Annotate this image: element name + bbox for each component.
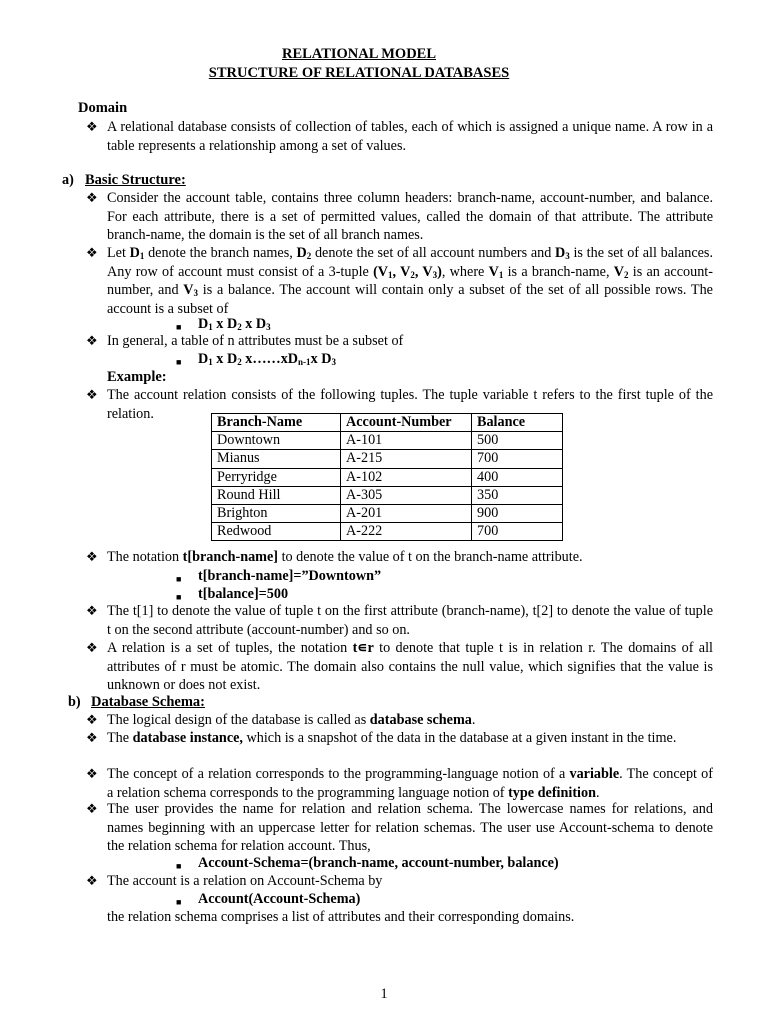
notation-example-2: t[balance]=500 [198,586,289,602]
title-relational-model: RELATIONAL MODEL [281,46,437,62]
table-row [212,505,563,523]
basic-structure-paragraph-2: Let $D_1$ denote the branch names, $D_2$ denote the set of all account numbers and $D_3$ is the set of all balances. Any row of account must consist of a 3-tuple ($V_1$, $V_2$, $V_3$), where $V_1$ is a branch-name, $V_2$ is an account-number, and $V_3$ is a balance. The account will contain only a subset of the set of all possible rows. The account is a subset of [107,245,713,317]
notation-example-1: t[branch-name]=”Downtown” [198,568,382,584]
table-cell: 900 [472,505,563,523]
diamond-bullet-icon: ❖ [86,766,98,781]
table-row [212,432,563,450]
table-cell: A-101 [341,432,472,450]
diamond-bullet-icon: ❖ [86,603,98,618]
subset-formula-2: $D_1$ x $D_2$ $x\dots\dots xD_{n-1}x$ $D_3$ [198,351,336,367]
square-bullet-icon: ■ [176,357,182,367]
table-cell: Perryridge [212,468,341,486]
table-cell: Brighton [212,505,341,523]
notation-paragraph: The notation t[branch-name] to denote the value of t on the branch-name attribute. [107,549,583,565]
square-bullet-icon: ■ [176,861,182,871]
diamond-bullet-icon: ❖ [86,119,98,134]
table-header: Balance [472,414,563,432]
table-cell: 350 [472,486,563,504]
table-cell: Redwood [212,523,341,541]
general-subset-paragraph: In general, a table of n attributes must be a subset of [107,333,404,349]
diamond-bullet-icon: ❖ [86,387,98,402]
table-row [212,486,563,504]
square-bullet-icon: ■ [176,592,182,602]
table-header: Branch-Name [212,414,341,432]
section-a-letter: a) [62,172,74,188]
account-table [211,413,563,541]
table-cell: 500 [472,432,563,450]
diamond-bullet-icon: ❖ [86,549,98,564]
table-cell: Mianus [212,450,341,468]
page-number: 1 [380,986,388,1002]
table-cell: Round Hill [212,486,341,504]
schema-paragraph-3: The concept of a relation corresponds to the programming-language notion of a variable. The concept of a relation schema corresponds to the programming language notion of type definition. [107,766,714,801]
table-header-row [212,414,563,432]
diamond-bullet-icon: ❖ [86,801,98,816]
table-cell: A-222 [341,523,472,541]
subset-formula-1: $D_1$ x $D_2$ x $D_3$ [198,316,271,332]
table-cell: A-305 [341,486,472,504]
schema-paragraph-2: The database instance, which is a snapshot of the data in the database at a given instant in the time. [107,730,677,746]
diamond-bullet-icon: ❖ [86,245,98,260]
title-structure: STRUCTURE OF RELATIONAL DATABASES [208,65,510,81]
domain-paragraph: A relational database consists of collection of tables, each of which is assigned a unique name. A row in a table represents a relationship among a set of values. [107,119,713,154]
schema-closing-text: the relation schema comprises a list of attributes and their corresponding domains. [107,909,575,925]
schema-paragraph-1: The logical design of the database is called as database schema. [107,712,476,728]
table-cell: A-102 [341,468,472,486]
square-bullet-icon: ■ [176,322,182,332]
square-bullet-icon: ■ [176,574,182,584]
table-header: Account-Number [341,414,472,432]
diamond-bullet-icon: ❖ [86,712,98,727]
relation-paragraph: A relation is a set of tuples, the notation t∊r to denote that tuple t is in relation r. The domains of all attributes of r must be atomic. The domain also contains the null value, which signifies that the value is unknown or does not exist. [107,640,713,693]
table-cell: A-215 [341,450,472,468]
example-paragraph: The account relation consists of the following tuples. The tuple variable t refers to the first tuple of the relation. [107,387,713,422]
example-heading: Example: [107,369,167,385]
diamond-bullet-icon: ❖ [86,873,98,888]
table-cell: 700 [472,523,563,541]
table-row [212,523,563,541]
section-a-title: Basic Structure: [85,172,186,188]
table-cell: 700 [472,450,563,468]
table-row [212,450,563,468]
account-relation-formula: Account(Account-Schema) [198,891,361,907]
tuple-index-paragraph: The t[1] to denote the value of tuple t on the first attribute (branch-name), t[2] to denote the value of tuple t on the second attribute (account-number) and so on. [107,603,713,638]
section-b-title: Database Schema: [91,694,205,710]
diamond-bullet-icon: ❖ [86,730,98,745]
account-schema-formula: Account-Schema=(branch-name, account-number, balance) [198,855,559,871]
diamond-bullet-icon: ❖ [86,640,98,655]
diamond-bullet-icon: ❖ [86,190,98,205]
square-bullet-icon: ■ [176,897,182,907]
basic-structure-paragraph-1: Consider the account table, contains three column headers: branch-name, account-number, and balance. For each attribute, there is a set of permitted values, called the domain of that attribute. The attribute branch-name, the domain is the set of all branch names. [107,190,713,243]
schema-paragraph-4: The user provides the name for relation and relation schema. The lowercase names for relations, and names beginning with an uppercase letter for relation schemas. The user use Account-schema to denote the relation schema for relation account. Thus, [107,801,713,854]
table-row [212,468,563,486]
table-cell: Downtown [212,432,341,450]
section-b-letter: b) [68,694,81,710]
schema-paragraph-5: The account is a relation on Account-Schema by [107,873,383,889]
domain-heading: Domain [78,100,128,116]
table-cell: A-201 [341,505,472,523]
table-cell: 400 [472,468,563,486]
diamond-bullet-icon: ❖ [86,333,98,348]
